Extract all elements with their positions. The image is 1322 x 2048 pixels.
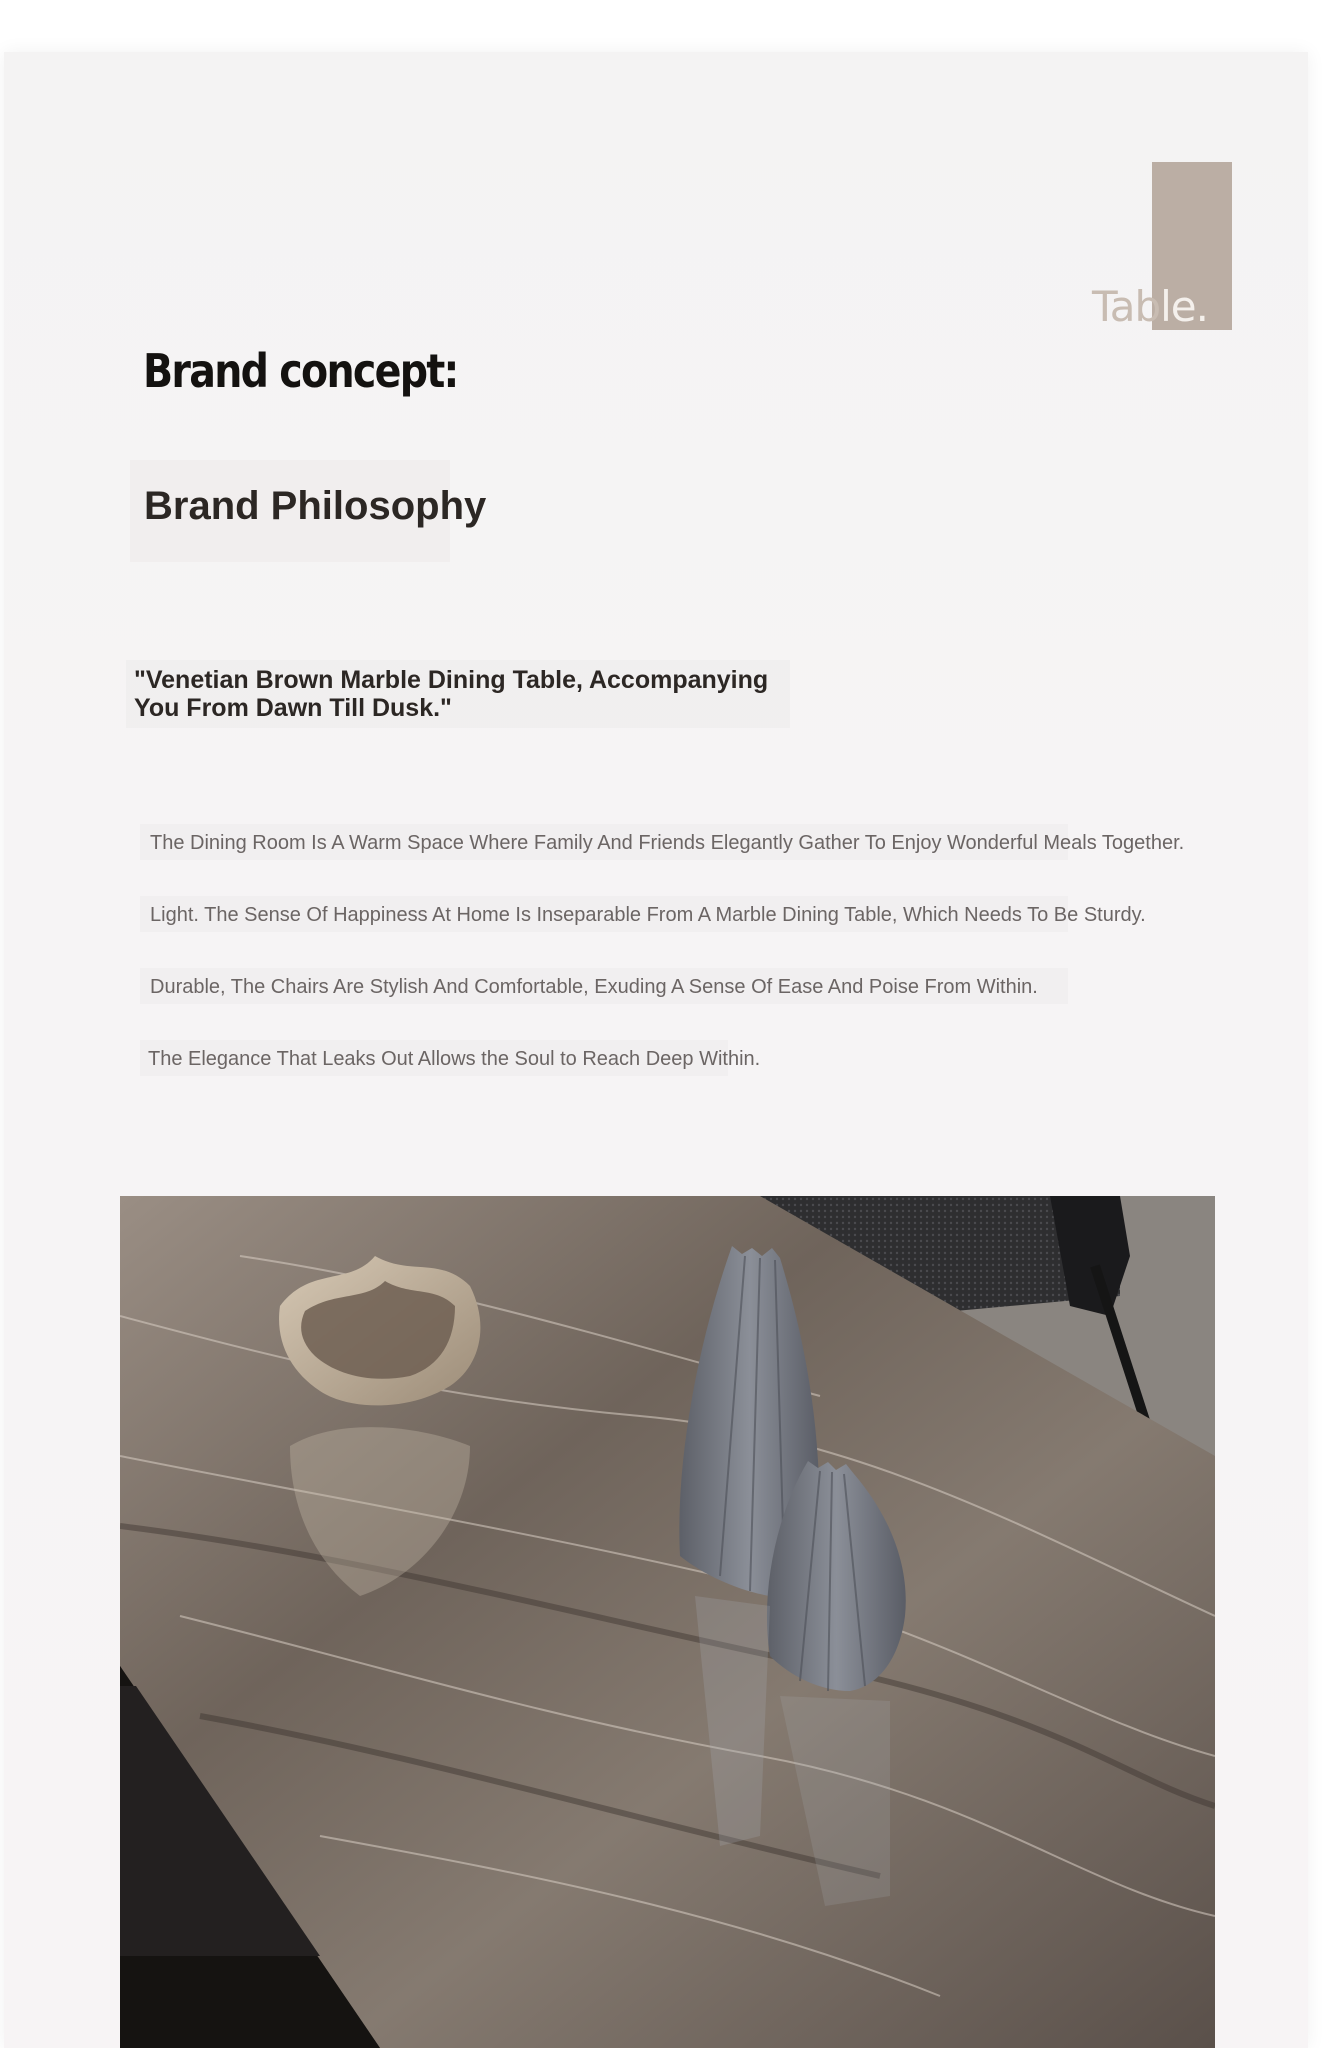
- table-illustration: [120, 1196, 1215, 2048]
- paragraph-1: The Dining Room Is A Warm Space Where Family And Friends Elegantly Gather To Enjoy Wonderful Meals Together.: [150, 832, 1185, 854]
- logo-wordmark: [1092, 282, 1208, 331]
- logo-text-part1: Tab: [1092, 282, 1161, 331]
- product-photo: [120, 1196, 1215, 2048]
- brand-concept-heading: Brand concept:: [143, 344, 458, 398]
- paragraph-4: The Elegance That Leaks Out Allows the Soul to Reach Deep Within.: [148, 1048, 761, 1070]
- logo-text-part2: le.: [1160, 282, 1208, 331]
- paragraph-3: Durable, The Chairs Are Stylish And Comfortable, Exuding A Sense Of Ease And Poise From Within.: [150, 976, 1038, 998]
- section-title: Brand Philosophy: [144, 484, 487, 528]
- quote-line-1: "Venetian Brown Marble Dining Table, Accompanying: [134, 666, 769, 694]
- brand-logo: [1092, 162, 1232, 332]
- tagline-quote: [134, 666, 814, 722]
- quote-line-2: You From Dawn Till Dusk.": [134, 694, 452, 722]
- paragraph-2: Light. The Sense Of Happiness At Home Is Inseparable From A Marble Dining Table, Which Needs To Be Sturdy.: [150, 904, 1146, 926]
